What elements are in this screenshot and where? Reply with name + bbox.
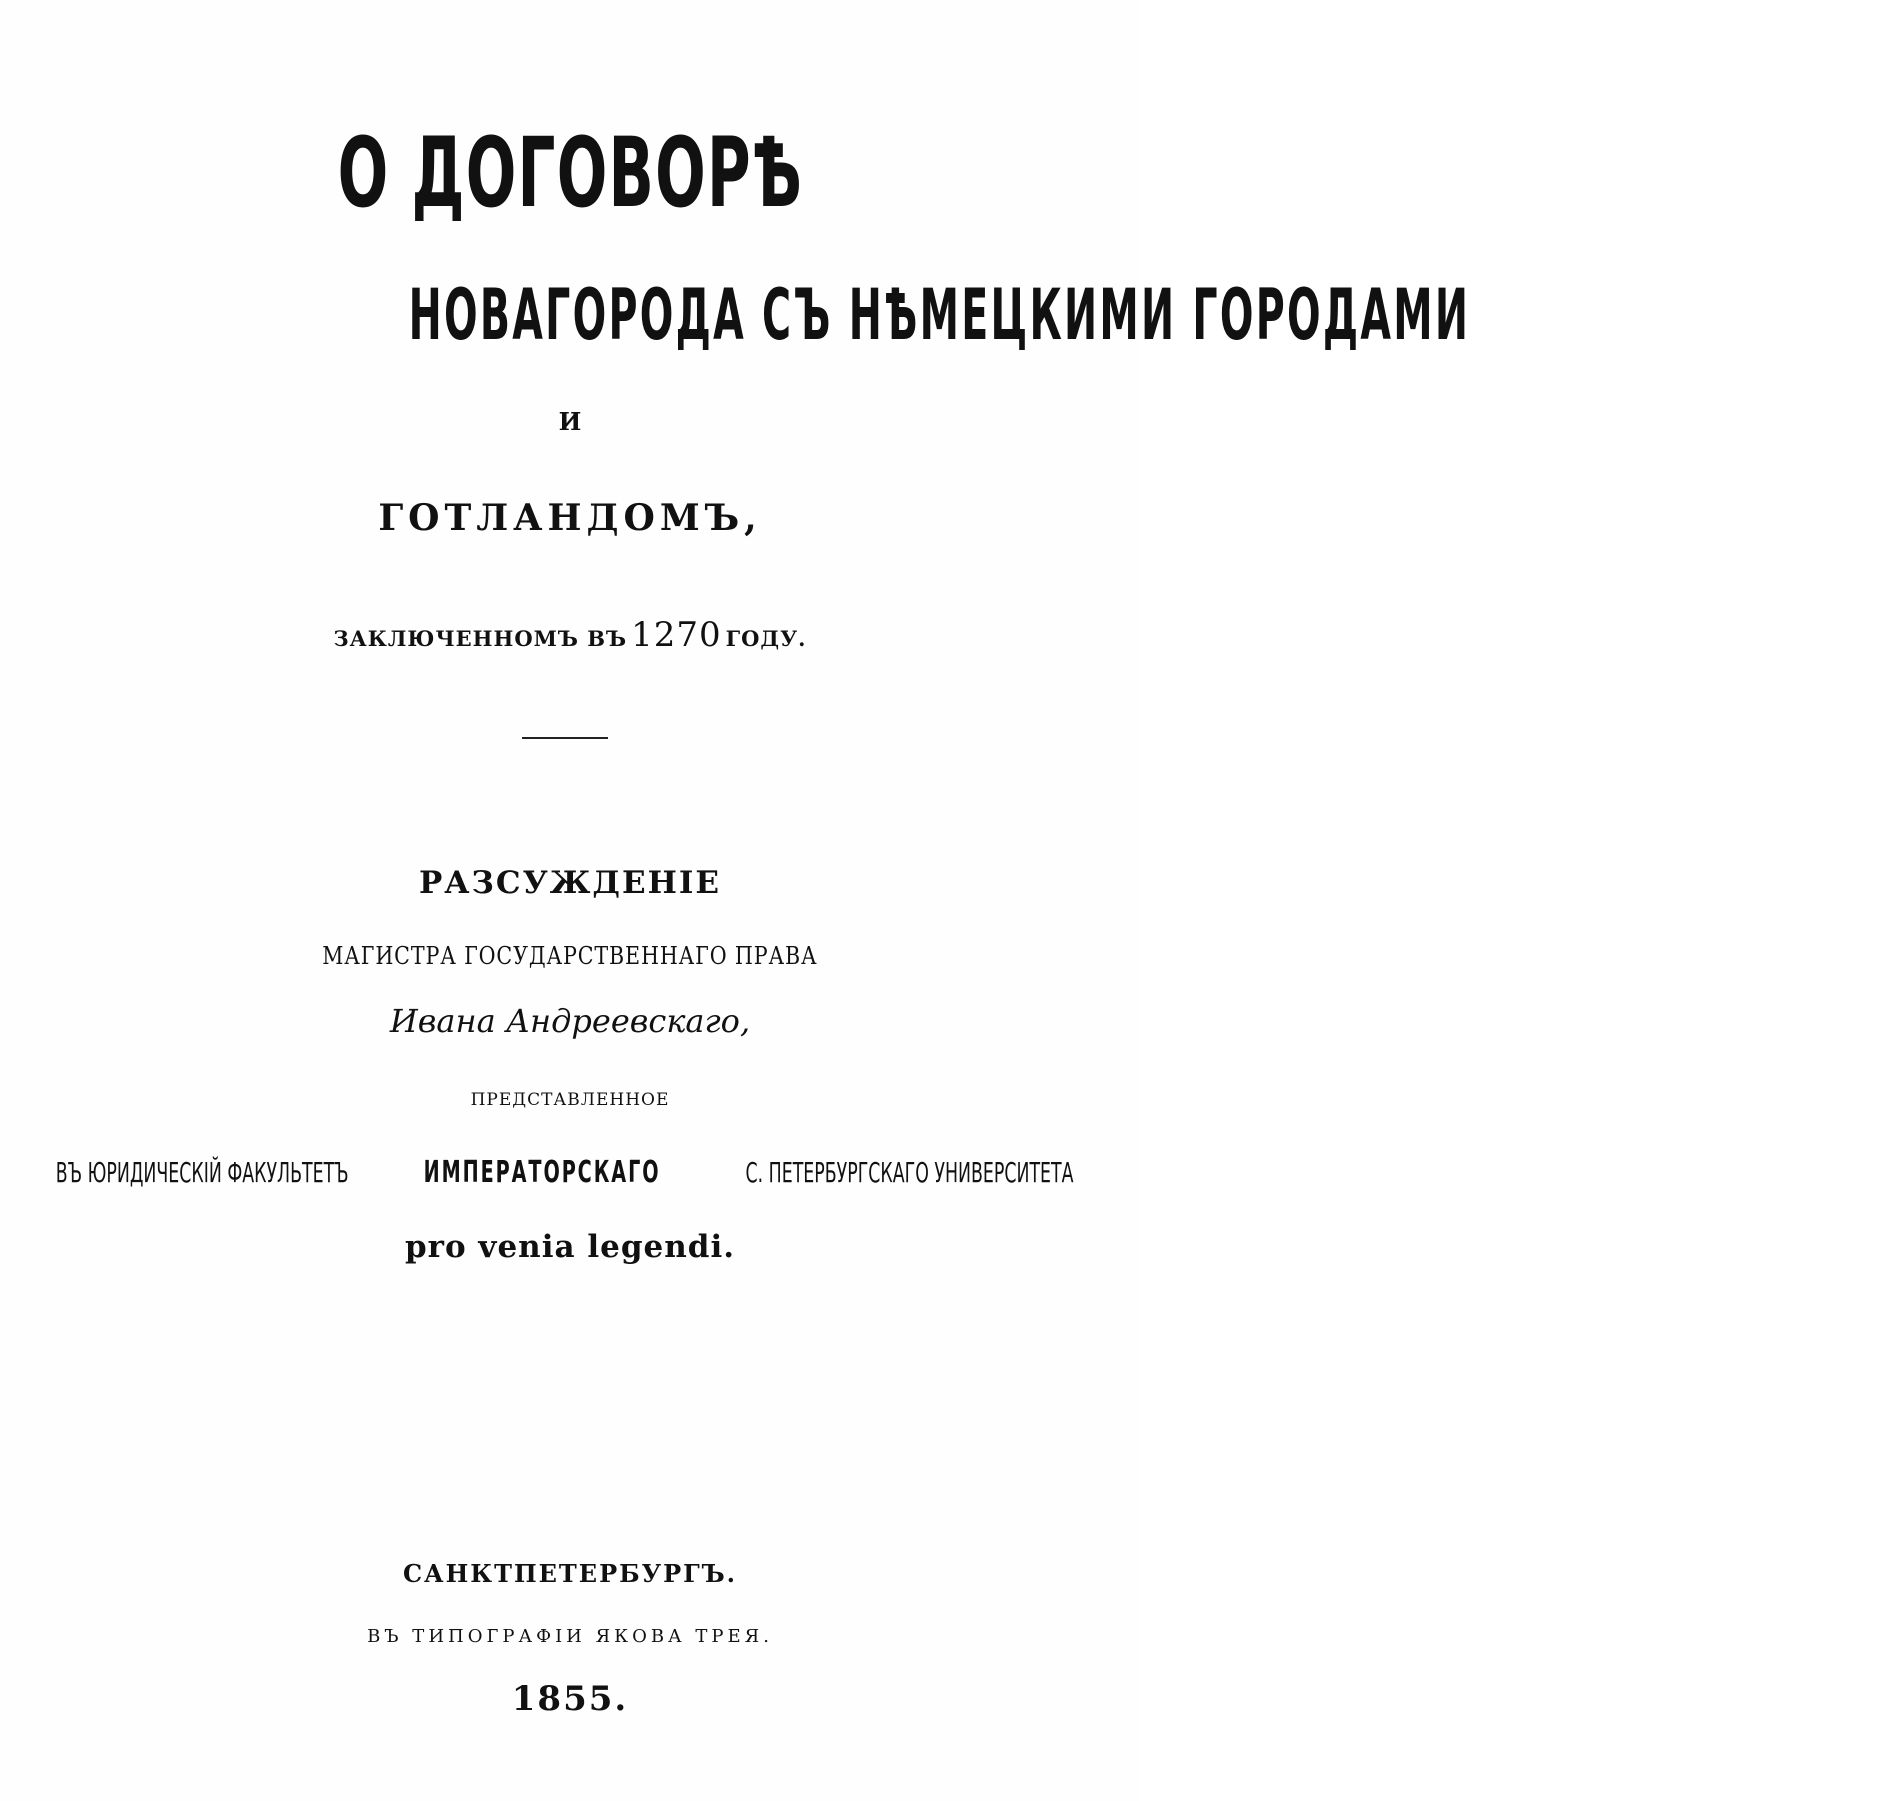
concluded-line [0,615,1140,655]
title-line-3 [0,497,1140,539]
conjunction-text: И [558,407,582,436]
work-type-text: РАЗСУЖДЕНІЕ [418,865,722,901]
concluded-suffix: ГОДУ. [725,626,807,651]
faculty-part-2: ИМПЕРАТОРСКАГО [423,1155,661,1190]
purpose-text: pro venia legendi. [404,1229,736,1265]
title-line-1 [0,117,1140,229]
presented-text: ПРЕДСТАВЛЕННОЕ [470,1090,670,1110]
concluded-text: ЗАКЛЮЧЕННОМЪ ВЪ [333,626,628,651]
concluded-year: 1270 [631,615,722,655]
title-line-2-text: НОВАГОРОДА СЪ НѢМЕЦКИМИ ГОРОДАМИ [408,274,1471,356]
year-text: 1855. [511,1679,629,1719]
printer-line [0,1628,1140,1646]
author-name-text: Ивана Андреевскаго, [389,1002,751,1040]
purpose-line [0,1229,1140,1265]
title-line-1-text: О ДОГОВОРѢ [337,117,803,229]
author-degree-line [0,944,1140,968]
author-degree-text: МАГИСТРА ГОСУДАРСТВЕННАГО ПРАВА [322,942,818,970]
city-line [0,1559,1140,1588]
conjunction-line [0,407,1140,436]
presented-line [0,1092,1140,1109]
author-name-line [0,1002,1140,1040]
divider-rule [522,737,608,739]
faculty-line [0,1155,1140,1190]
faculty-part-3: С. ПЕТЕРБУРГСКАГО УНИВЕРСИТЕТА [745,1156,1074,1189]
title-line-2 [0,274,1471,356]
printer-text: ВЪ ТИПОГРАФІИ ЯКОВА ТРЕЯ. [367,1626,773,1647]
title-line-3-text: ГОТЛАНДОМЪ, [378,497,762,539]
work-type-line [0,865,1140,901]
year-line [0,1679,1140,1719]
faculty-part-1: ВЪ ЮРИДИЧЕСКІЙ ФАКУЛЬТЕТЪ [55,1156,349,1189]
city-text: САНКТПЕТЕРБУРГЪ. [402,1559,738,1588]
